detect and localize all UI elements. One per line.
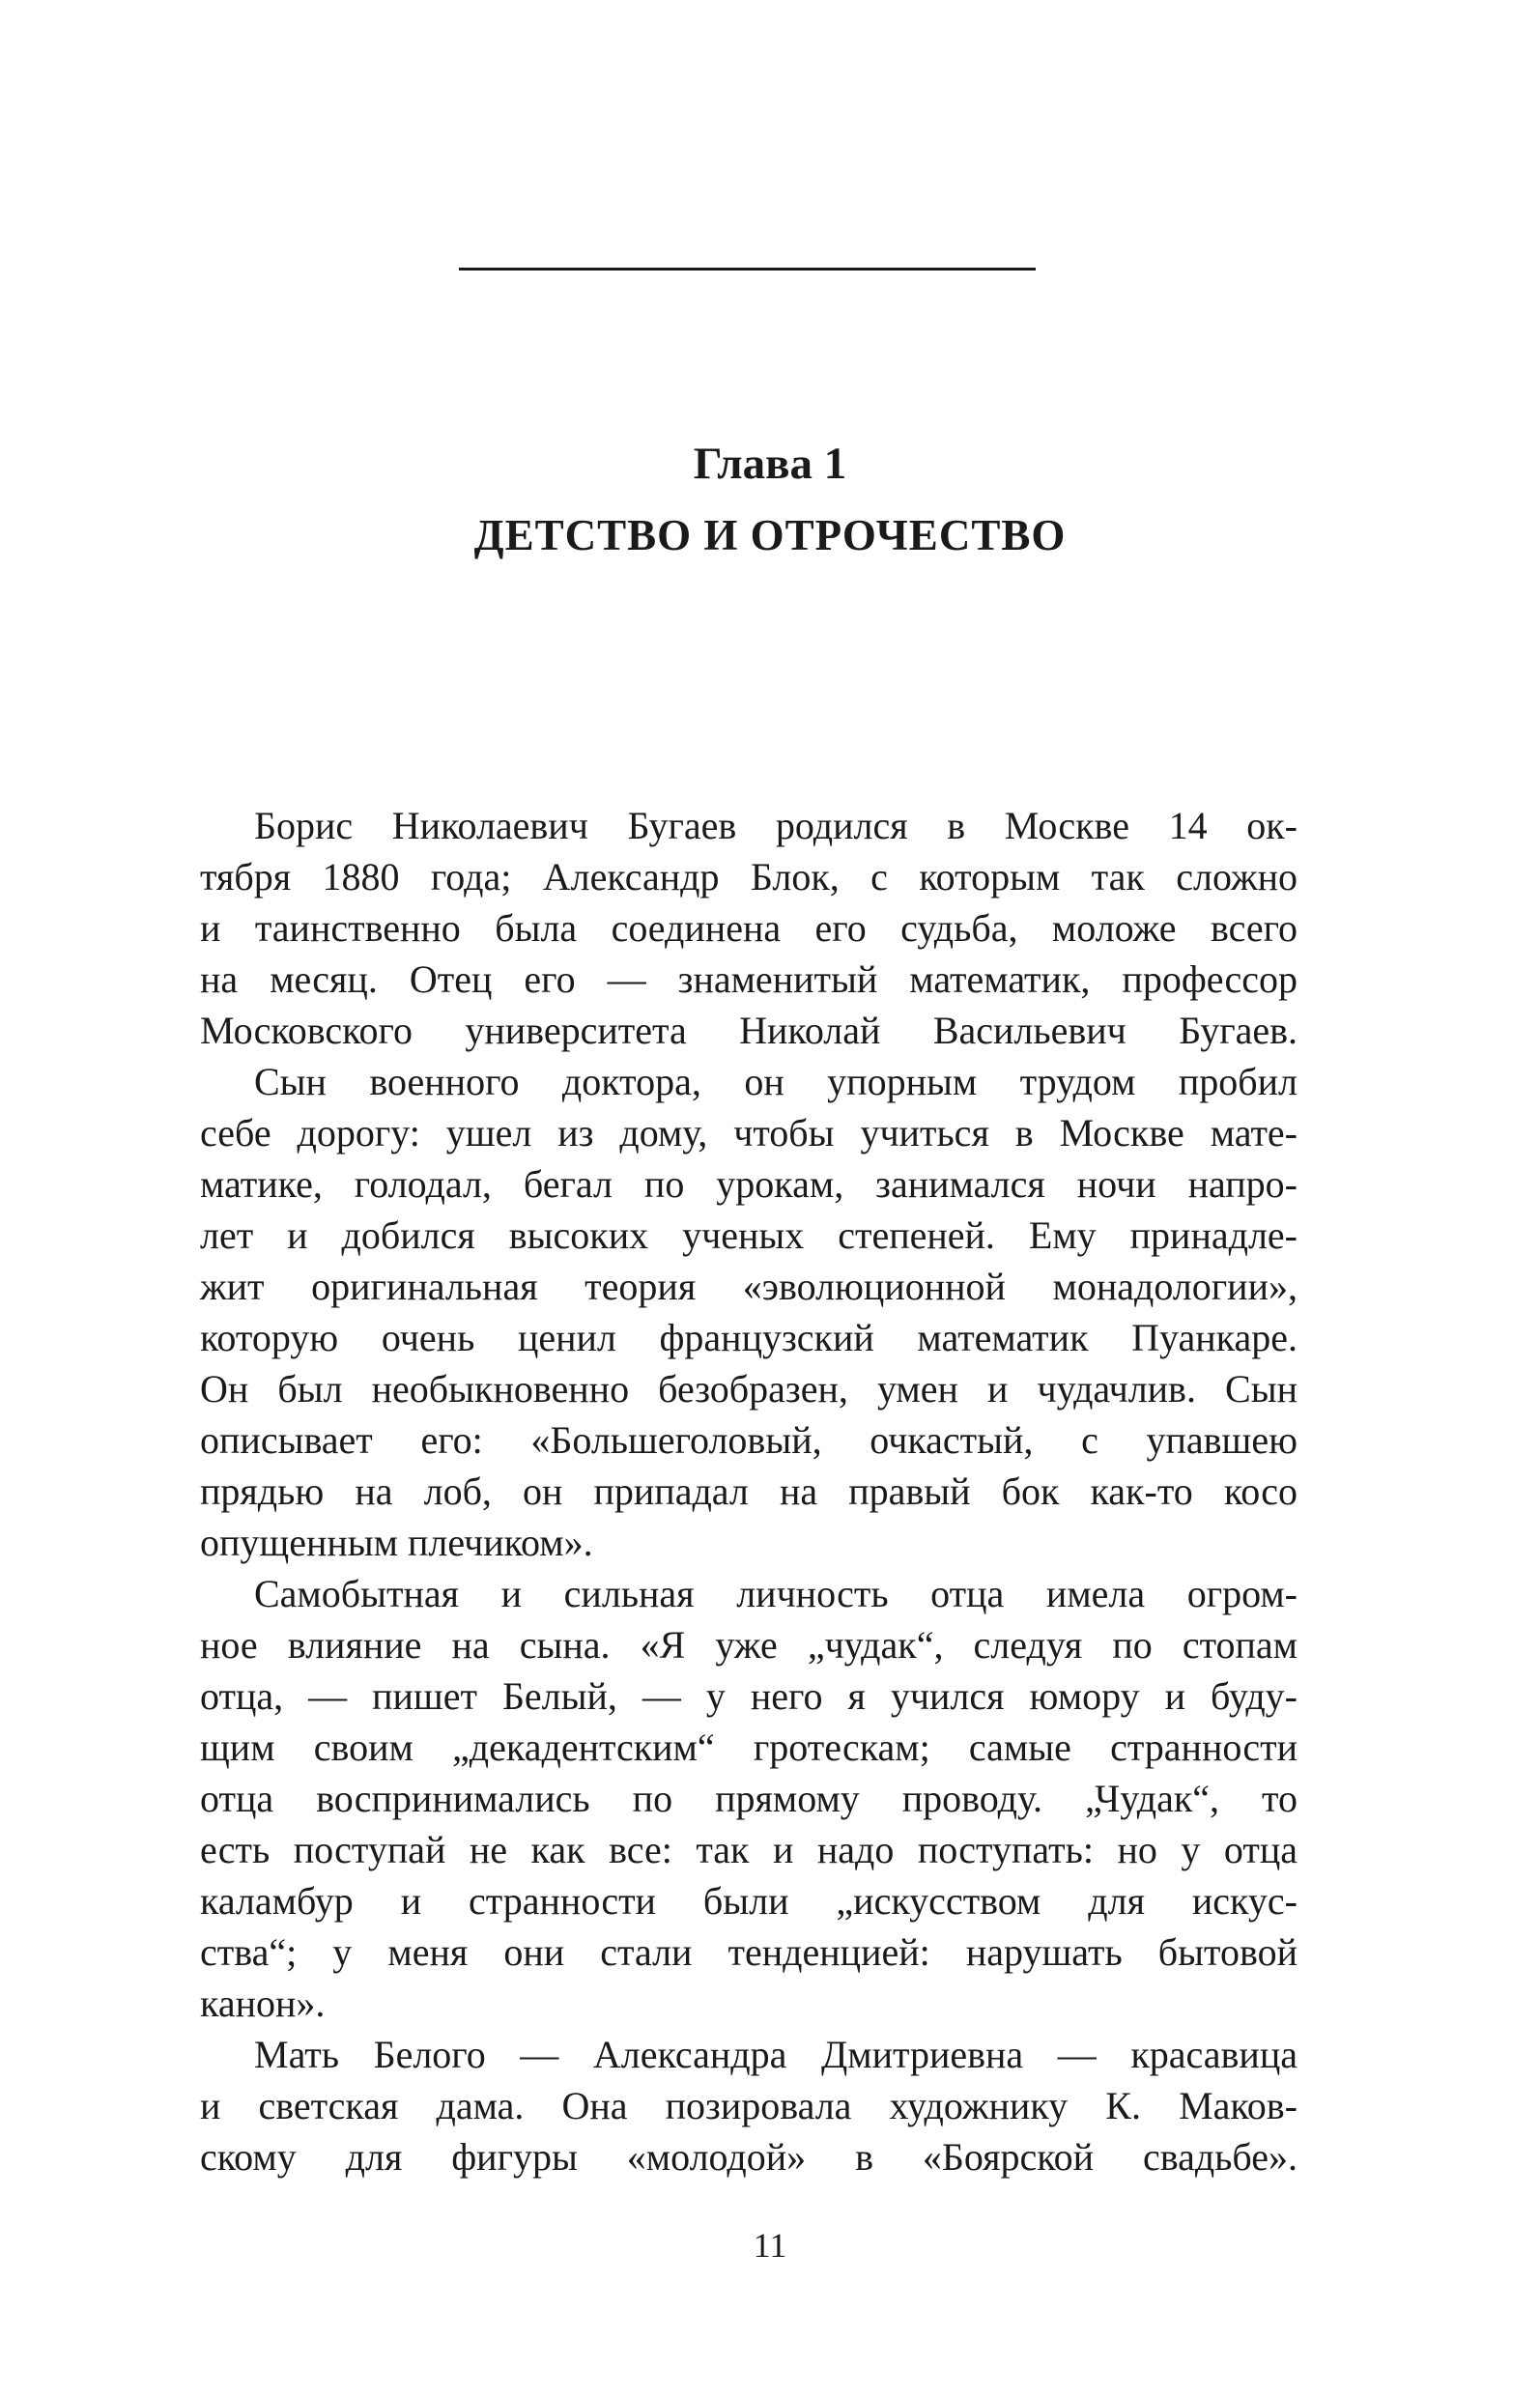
text-line: описывает его: «Большеголовый, очкастый, с упавшею: [200, 1418, 1298, 1462]
text-line: которую очень ценил французский математик Пуанкаре.: [200, 1316, 1298, 1359]
text-line: есть поступай не как все: так и надо поступать: но у отца: [200, 1828, 1298, 1871]
chapter-number: Глава 1: [693, 439, 847, 489]
header-rule: [459, 268, 1036, 271]
text-line: щим своим „декадентским“ гротескам; самые странности: [200, 1726, 1298, 1769]
text-line: опущенным плечиком».: [200, 1521, 593, 1564]
text-line: Самобытная и сильная личность отца имела огром-: [254, 1572, 1298, 1615]
text-line: и светская дама. Она позировала художнику К. Маков-: [200, 2084, 1298, 2127]
text-line: скому для фигуры «молодой» в «Боярской свадьбе».: [200, 2135, 1298, 2179]
text-line: себе дорогу: ушел из дому, чтобы учиться в Москве мате-: [200, 1111, 1298, 1155]
text-line: матике, голодал, бегал по урокам, занимался ночи напро-: [200, 1162, 1298, 1206]
paragraph-4: [200, 2029, 1298, 2182]
text-line: жит оригинальная теория «эволюционной монадологии»,: [200, 1265, 1298, 1308]
text-line: каламбур и странности были „искусством для искус-: [200, 1879, 1298, 1923]
text-line: отца воспринимались по прямому проводу. „Чудак“, то: [200, 1777, 1298, 1820]
text-line: канон».: [200, 1982, 326, 2025]
text-line: и таинственно была соединена его судьба, моложе всего: [200, 906, 1298, 950]
text-line: ное влияние на сына. «Я уже „чудак“, следуя по стопам: [200, 1623, 1298, 1667]
text-line: лет и добился высоких ученых степеней. Ему принадле-: [200, 1213, 1298, 1257]
text-line: отца, — пишет Белый, — у него я учился юмору и буду-: [200, 1674, 1298, 1718]
text-line: на месяц. Отец его — знаменитый математик, профессор: [200, 957, 1298, 1001]
page-number: 11: [753, 2226, 787, 2265]
text-line: тября 1880 года; Александр Блок, с которым так сложно: [200, 855, 1298, 898]
paragraph-2: [200, 1056, 1298, 1568]
text-line: ства“; у меня они стали тенденцией: нарушать бытовой: [200, 1930, 1298, 1974]
text-line: Он был необыкновенно безобразен, умен и чудачлив. Сын: [200, 1367, 1298, 1411]
chapter-title: ДЕТСТВО И ОТРОЧЕСТВО: [473, 511, 1067, 559]
text-line: Сын военного доктора, он упорным трудом пробил: [254, 1060, 1298, 1103]
paragraph-1: [200, 800, 1298, 1056]
text-line: Борис Николаевич Бугаев родился в Москве 14 ок-: [254, 804, 1298, 847]
paragraph-3: [200, 1568, 1298, 2029]
body-text: [200, 800, 1298, 2182]
text-line: Московского университета Николай Васильевич Бугаев.: [200, 1009, 1298, 1052]
text-line: Мать Белого — Александра Дмитриевна — красавица: [254, 2033, 1298, 2076]
text-line: прядью на лоб, он припадал на правый бок как-то косо: [200, 1469, 1298, 1513]
